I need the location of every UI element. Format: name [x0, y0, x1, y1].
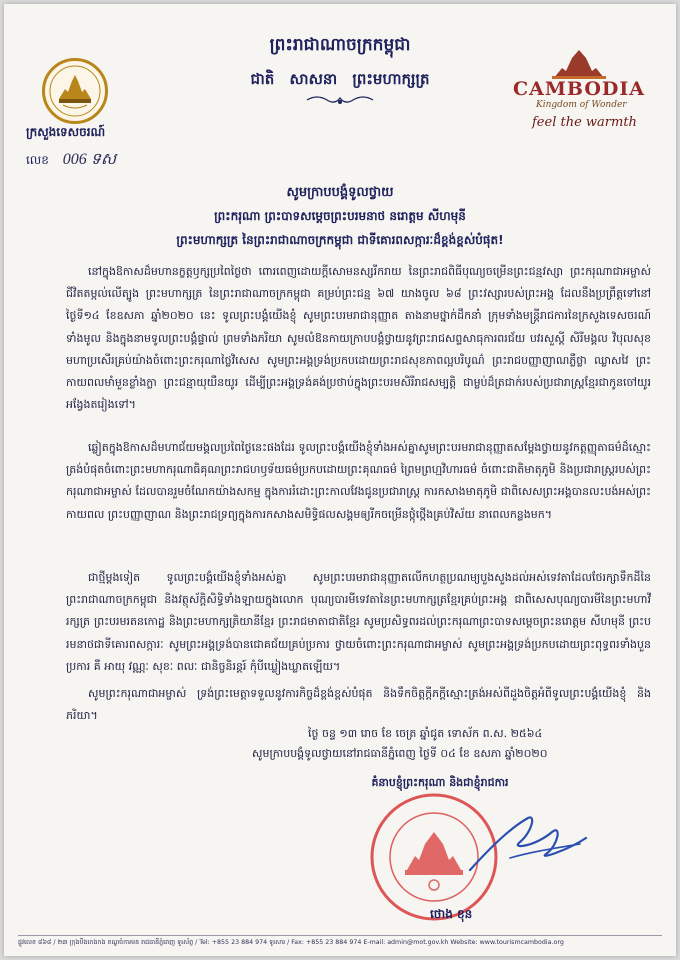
body-paragraph-4: សូមព្រះករុណាជាអម្ចាស់ ទ្រង់ព្រះមេត្តាទទួលនូវការកិច្ចដ៏ខ្ពង់ខ្ពស់បំផុត និងទឹកចិត្តក្តីភក្តីស្មោះត្រង់អស់ពីដួងចិត្តអំពីទូលព្រះបង្គំយើងខ្ញុំ និងភរិយា។: [66, 687, 651, 723]
signatory-title: គំនាបខ្ញុំព្រះករុណា និងជាខ្ញុំរាជការ: [371, 776, 509, 789]
footer-contact: ផ្លូវលេខ ៨៦៨ / ២៣ ក្រុងបឹងកេងកង ខណ្ឌចំការមន រាជធានីភ្នំពេញ ទូរស័ព្ទ / Tel: +855 23 884 974 ទូរសារ / Fax: +855 23 884 974 E-mail: admin@mot.gov.kh Website: www.tourismcambodia.org: [18, 935, 662, 948]
lunar-date: ថ្ងៃ ចន្ទ ១៣ រោច ខែ ចេត្រ ឆ្នាំជូត ទោស័ក ព.ស. ២៥៦៤: [308, 727, 543, 740]
reference-number: [26, 148, 116, 172]
feel-the-warmth-tagline: feel the warmth: [532, 115, 637, 130]
handwritten-signature: [440, 788, 600, 888]
kingdom-of-wonder-tagline: Kingdom of Wonder: [536, 100, 627, 110]
body-paragraph-3: ជាថ្មីម្តងទៀត ទូលព្រះបង្គំយើងខ្ញុំទាំងអស់គ្នា សូមព្រះបរមរាជានុញ្ញាតលើកហត្ថប្រណម្យបួងសួងដល់អស់ទេវតាដែលថែរក្សាទឹកដីនៃព្រះរាជាណាចក្រកម្ពុជា និងវត្ថុស័ក្តិសិទ្ធិទាំងឡាយក្នុងលោក បុណ្យបារមីទេវតានៃព្រះមហាក្សត្រខ្មែរគ្រប់ព្រះអង្គ ជាពិសេសបុណ្យបារមីនៃព្រះមហាវីរក្សត្រ ព្រះបរមរតនកោដ្ឋ និងព្រះមហាក្សត្រិយានីខ្មែរ ព្រះរាជមាតាជាតិខ្មែរ សូមប្រសិទ្ធពរដល់ព្រះករុណាព្រះបាទសម្តេចព្រះនរោត្តម សីហមុនី ព្រះបរមនាថជាទីគោរពសក្ការៈ សូមព្រះអង្គទ្រង់បានជោគជ័យគ្រប់ប្រការ ថ្វាយចំពោះព្រះករុណាជាអម្ចាស់ សូមព្រះអង្គទ្រង់ប្រកបដោយព្រះពុទ្ធពរទាំងបួនប្រការ គឺ អាយុ វណ្ណៈ សុខៈ ពលៈ ជានិច្ចនិរន្តរ៍ កុំបីឃ្លៀងឃ្លាតឡើយ។: [66, 571, 651, 673]
body-paragraph-2: ឆ្លៀតក្នុងឱកាសដ៏មហាជ័យមង្គលប្រពៃថ្ងៃនេះផងដែរ ទូលព្រះបង្គំយើងខ្ញុំទាំងអស់គ្នាសូមព្រះបរមរាជានុញ្ញាតសម្តែងថ្វាយនូវកត្តញ្ញុតាធម៌ដ៏ស្មោះត្រង់បំផុតចំពោះព្រះមហាករុណាធិគុណព្រះរាជហឫទ័យធម៌ប្រកបដោយព្រះគុណធម៌ ព្រៃមព្រហ្មវិហារធម៌ ចំពោះជាតិមាតុភូមិ និងប្រជារាស្ត្ររបស់ព្រះករុណាជាអម្ចាស់ ដែលបានរួមចំណែកយ៉ាងសកម្ម ក្នុងការរំដោះព្រះកាលវែងជូនប្រជារាស្ត្រ ការកសាងមាតុភូមិ ជាពិសេសព្រះអង្គបានលះបង់អស់ព្រះកាយពល ព្រះបញ្ញាញាណ និងព្រះរាជទ្រព្យក្នុងការកសាងសមិទ្ធិផលសង្គមឲ្យរីកចម្រើនថ្កុំថ្កើងគ្រប់វិស័យ នាពេលកន្លងមក។: [66, 441, 651, 521]
salutation-line-2: ព្រះករុណា ព្រះបាទសម្តេចព្រះបរមនាថ នរោត្តម សីហមុនី: [214, 209, 466, 223]
reference-value: 006 ទស: [62, 151, 117, 168]
reference-label: លេខ: [26, 153, 49, 167]
tacteing-ornament: [305, 93, 375, 107]
signatory-name: ថោង ខុន: [430, 907, 473, 921]
ministry-of-tourism-seal: [42, 58, 108, 124]
ministry-name: ក្រសួងទេសចរណ៍: [26, 125, 106, 139]
salutation-line-1: សូមក្រាបបង្គំទូលថ្វាយ: [286, 185, 394, 200]
salutation-line-3: ព្រះមហាក្សត្រ នៃព្រះរាជាណាចក្រកម្ពុជា ជាទីគោរពសក្ការៈដ៏ខ្ពង់ខ្ពស់បំផុត!: [176, 233, 504, 247]
kingdom-header: ព្រះរាជាណាចក្រកម្ពុជា: [269, 35, 411, 55]
national-motto: ជាតិ សាសនា ព្រះមហាក្សត្រ: [250, 70, 430, 88]
cambodia-wordmark: CAMBODIA: [513, 78, 645, 100]
body-paragraph-1: នៅក្នុងឱកាសដ៏មហានក្ខត្តឫក្សប្រពៃថ្ងៃថា ពោរពេញដោយក្តីសោមនស្សរីករាយ នៃព្រះរាជពិធីបុណ្យចម្រើនព្រះជន្មវស្សា ព្រះករុណាជាអម្ចាស់ជីវិតតម្កល់លើត្បូង ព្រះមហាក្សត្រ នៃព្រះរាជាណាចក្រកម្ពុជា គម្រប់ព្រះជន្ម ៦៧ យាងចូល ៦៨ ព្រះវស្សារបស់ព្រះអង្គ ដែលនឹងប្រព្រឹត្តទៅនៅថ្ងៃទី១៤ ខែឧសភា ឆ្នាំ២០២០ នេះ ទូលព្រះបង្គំយើងខ្ញុំ សូមព្រះបរមរាជានុញ្ញាត តាងនាមថ្នាក់ដឹកនាំ ក្រុមទាំងមន្ត្រីរាជការនៃក្រសួងទេសចរណ៍ទាំងមូល និងក្នុងនាមទូលព្រះបង្គំផ្ទាល់ ព្រមទាំងភរិយា សូមលំឱនកាយក្រាបបង្គំថ្វាយនូវព្រះរាជសព្ទសាធុការពរជ័យ បវរសួស្តី សិរីមង្គល វិបុលសុខ មហាប្រសើរគ្រប់យ៉ាងចំពោះព្រះករុណាថ្លៃវិសេស សូមព្រះអង្គទ្រង់ប្រកបដោយព្រះរាជសុខភាពល្អបរិបូណ៌ ព្រះរាជបញ្ញាញាណភ្លឺថ្លា ឈ្លាសវៃ ព្រះកាយពលមាំមួនខ្លាំងក្លា ព្រះជន្មាយុយឺនយូរ ដើម្បីព្រះអង្គទ្រង់គង់ប្រថាប់ក្នុងព្រះបរមសិរីរាជសម្បត្តិ ជាម្លប់ដ៏ត្រជាក់របស់ប្រជារាស្ត្រខ្មែរជាកូនចៅយូរអង្វែងតរៀងទៅ។: [66, 265, 651, 412]
place-and-date: សូមក្រាបបង្គំទូលថ្វាយនៅរាជធានីភ្នំពេញ ថ្ងៃទី ០៤ ខែ ឧសភា ឆ្នាំ២០២០: [252, 747, 548, 760]
